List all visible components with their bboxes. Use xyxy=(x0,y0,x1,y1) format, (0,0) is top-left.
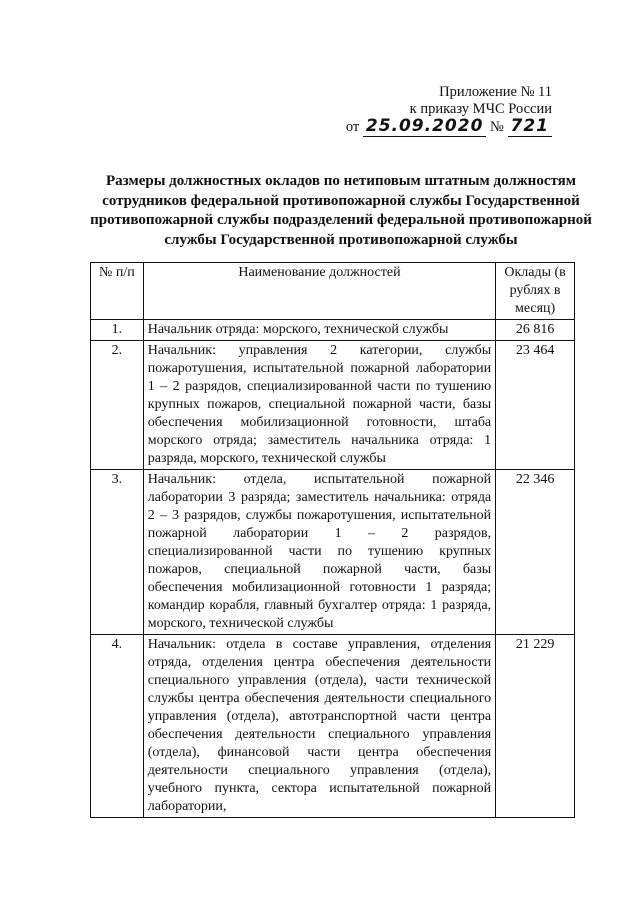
row-number: 4. xyxy=(91,635,144,818)
row-position: Начальник: отдела в составе управления, отделения отряда, отделения центра обеспечения деятельности специального управления (отдела), части технической службы центра обеспечения деятельности специального управления (отдела), автотранспортной части центра обеспечения деятельности специального управления (отдела), финансовой части центра обеспечения деятельности специального управления (отдела), учебного пункта, сектора испытательной пожарной лаборатории, xyxy=(143,635,495,818)
table-row xyxy=(91,341,575,470)
salary-table xyxy=(90,262,575,818)
header-salary: Оклады (в рублях в месяц) xyxy=(496,263,575,320)
annex-date-line xyxy=(346,118,552,136)
row-salary: 22 346 xyxy=(496,470,575,635)
row-position: Начальник: управления 2 категории, службы пожаротушения, испытательной пожарной лаборатории 1 – 2 разрядов, специализированной части по тушению крупных пожаров, специальной пожарной части, базы обеспечения мобилизационной готовности, штаба морского отряда; заместитель начальника отряда: 1 разряда, морского, технической службы xyxy=(143,341,495,470)
row-position: Начальник: отдела, испытательной пожарной лаборатории 3 разряда; заместитель начальника: отряда 2 – 3 разрядов, службы пожаротушения, испытательной пожарной лаборатории 1 – 2 разрядов, специализированной части по тушению крупных пожаров, специальной пожарной части, базы обеспечения мобилизационной готовности 1 разряда; командир корабля, главный бухгалтер отряда: 1 разряда, морского, технической службы xyxy=(143,470,495,635)
header-number: № п/п xyxy=(91,263,144,320)
annex-title: Приложение № 11 xyxy=(439,84,552,100)
annex-date: 25.09.2020 xyxy=(363,116,487,137)
row-salary: 26 816 xyxy=(496,320,575,341)
annex-number: 721 xyxy=(508,116,553,137)
header-position: Наименование должностей xyxy=(143,263,495,320)
annex-block xyxy=(346,84,552,136)
table-row xyxy=(91,470,575,635)
table-row xyxy=(91,635,575,818)
row-salary: 23 464 xyxy=(496,341,575,470)
table-header-row xyxy=(91,263,575,320)
table-row xyxy=(91,320,575,341)
document-title: Размеры должностных окладов по нетиповым штатным должностям сотрудников федеральной противопожарной службы Государственной противопожарной службы подразделений федеральной противопожарной службы Государственной противопожарной службы xyxy=(90,173,592,248)
row-number: 1. xyxy=(91,320,144,341)
row-salary: 21 229 xyxy=(496,635,575,818)
row-number: 3. xyxy=(91,470,144,635)
annex-date-prefix: от xyxy=(345,119,360,135)
annex-order-ref: к приказу МЧС России xyxy=(409,101,552,117)
row-position: Начальник отряда: морского, технической службы xyxy=(143,320,495,341)
row-number: 2. xyxy=(91,341,144,470)
annex-number-label: № xyxy=(490,119,504,135)
